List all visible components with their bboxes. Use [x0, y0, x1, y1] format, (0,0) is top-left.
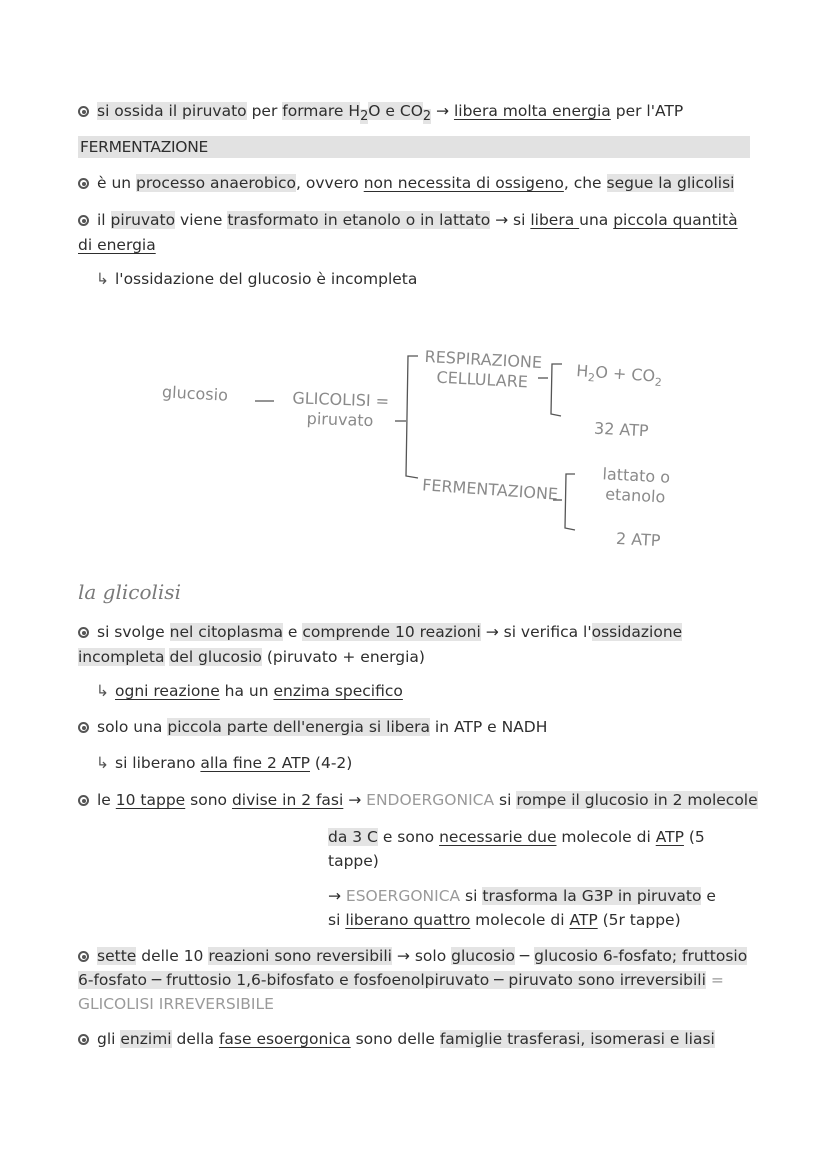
sub-ossidazione-incompleta: ↳ l'ossidazione del glucosio è incompleta: [96, 270, 418, 288]
bullet-fermentazione-anaerobico: è un processo anaerobico, ovvero non necessita di ossigeno, che segue la glicolisi: [78, 172, 750, 194]
return-arrow-icon: ↳: [96, 754, 109, 772]
diagram-32-atp: 32 ATP: [593, 418, 650, 441]
ferm-bracket: [565, 474, 575, 530]
bullet-reazioni-reversibili: sette delle 10 reazioni sono reversibili → solo glucosio ─ glucosio 6-fosfato; fruttosio 6-fosfato ─ fruttosio 1,6-bifosfato e fosfoenolpiruvato ─ piruvato sono irreversibili = GLICOLISI IRREVERSIBILE: [78, 947, 748, 1013]
bullet-piruvato-trasformato: il piruvato viene trasformato in etanolo o in lattato → si libera una piccola quantità di energia: [78, 211, 738, 254]
bullet-citoplasma: si svolge nel citoplasma e comprende 10 reazioni → si verifica l'ossidazione incompleta del glucosio (piruvato + energia): [78, 623, 683, 666]
diagram-glicolisi: GLICOLISI = piruvato: [292, 388, 390, 431]
bullet-enzimi-fase: gli enzimi della fase esoergonica sono delle famiglie trasferasi, isomerasi e liasi: [78, 1028, 750, 1050]
resp-bracket: [551, 364, 562, 416]
fermentazione-heading: FERMENTAZIONE: [80, 138, 208, 156]
diagram-lattato-etanolo: lattato o etanolo: [602, 464, 671, 507]
bullet-icon: [78, 795, 89, 806]
diagram-glucosio: glucosio: [161, 382, 229, 405]
section-title-glicolisi: la glicolisi: [78, 580, 181, 604]
return-arrow-icon: ↳: [96, 270, 109, 288]
bullet-piccola-parte: solo una piccola parte dell'energia si libera in ATP e NADH: [78, 716, 750, 738]
bullet-10-tappe: le 10 tappe sono divise in 2 fasi → ENDOERGONICA si rompe il glucosio in 2 molecole: [78, 789, 750, 811]
bullet-icon: [78, 627, 89, 638]
bullet-icon: [78, 951, 89, 962]
sub-enzima-specifico: ↳ ogni reazione ha un enzima specifico: [96, 682, 403, 700]
main-bracket: [406, 356, 418, 478]
diagram-respirazione: RESPIRAZIONE CELLULARE: [424, 346, 543, 392]
bullet-icon: [78, 1034, 89, 1045]
sub-2-atp: ↳ si liberano alla fine 2 ATP (4-2): [96, 754, 353, 772]
return-arrow-icon: ↳: [96, 682, 109, 700]
endoergonica-continuation: da 3 C e sono necessarie due molecole di ATP (5 tappe): [328, 828, 705, 870]
diagram-fermentazione: FERMENTAZIONE: [421, 475, 559, 504]
bullet-icon: [78, 722, 89, 733]
esoergonica-line: → ESOERGONICA si trasforma la G3P in piruvato e si liberano quattro molecole di ATP (5r tappe): [328, 887, 716, 929]
diagram-h2o-co2: $H_2O + CO_2$: [575, 361, 663, 390]
diagram-2-atp: 2 ATP: [615, 528, 661, 551]
bullet-piruvato-ossidazione: si ossida il piruvato per formare $H_2O$ e $CO_2$ → libera molta energia per l'ATP: [78, 100, 750, 128]
